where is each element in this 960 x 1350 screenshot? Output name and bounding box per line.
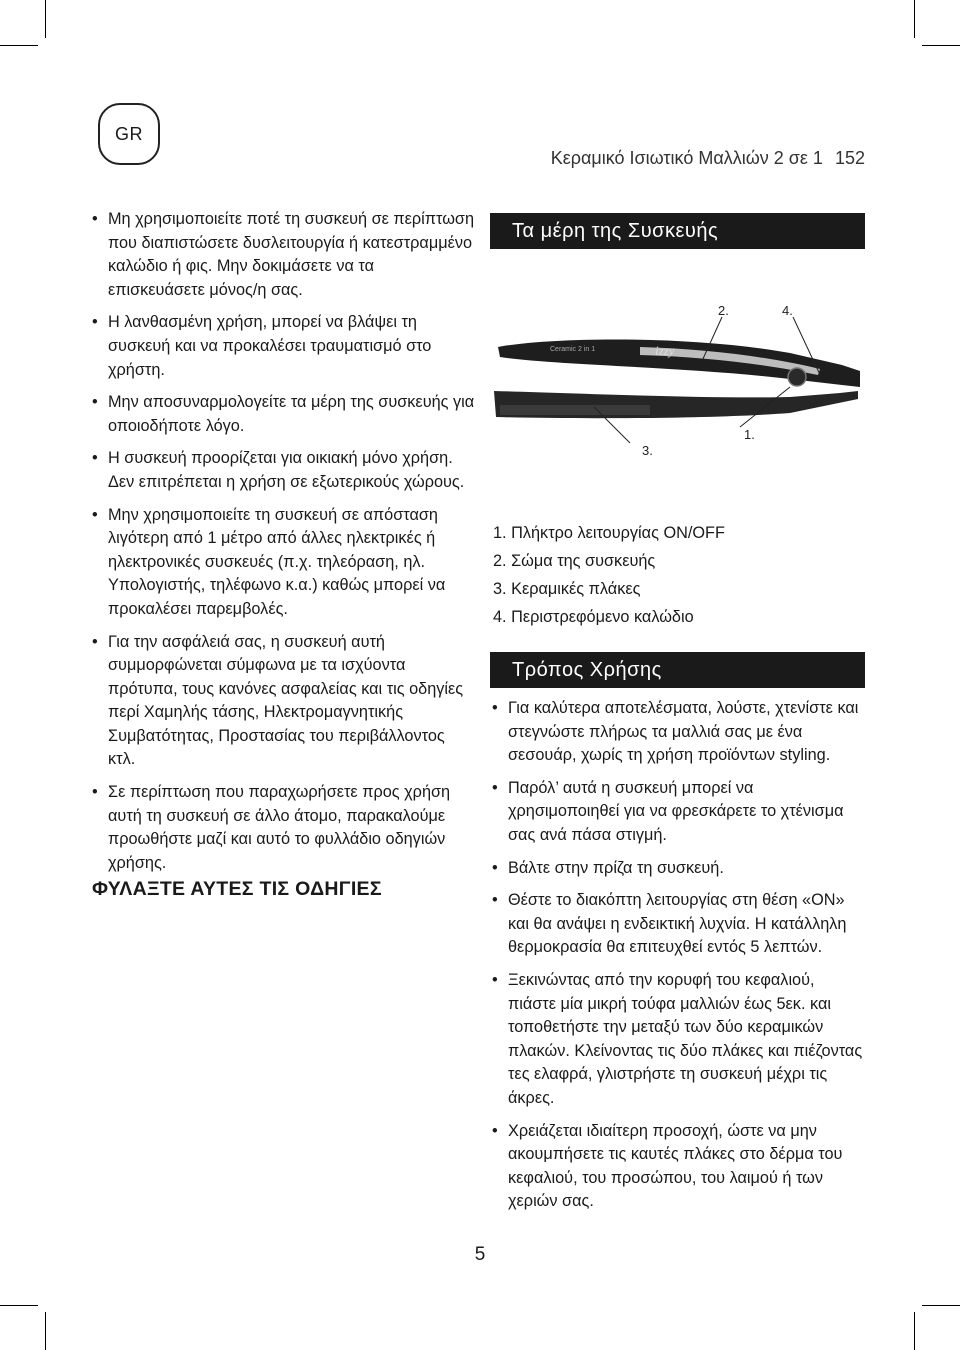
list-item: • Ξεκινώντας από την κορυφή του κεφαλιού, πιάστε μία μικρή τούφα μαλλιών έως 5εκ. και τοποθετήστε την μεταξύ των δύο κεραμικών πλακών. Κλείνοντας τις δύο πλάκες και πιέζοντας τες ελαφρά, γλιστρήστε τη συσκευή μέχρι τις άκρες. <box>490 969 865 1111</box>
list-item: • Για την ασφάλειά σας, η συσκευή αυτή συμμορφώνεται σύμφωνα με τα ισχύοντα πρότυπα, τους κανόνες ασφαλείας και τις οδηγίες περί Χαμηλής τάσης, Ηλεκτρομαγνητικής Συμβατότητας, Προστασίας του περιβάλλοντος κτλ. <box>90 631 475 773</box>
device-print: Ceramic 2 in 1 <box>550 346 596 353</box>
crop-mark <box>45 1312 46 1350</box>
ceramic-plate <box>500 405 650 415</box>
crop-mark <box>0 1305 38 1306</box>
list-item: 3. Κεραμικές πλάκες <box>493 580 641 598</box>
list-item: • Παρόλ’ αυτά η συσκευή μπορεί να χρησιμοποιηθεί για να φρεσκάρετε το χτένισμα σας ανά πάσα στιγμή. <box>490 777 865 848</box>
list-item: • Η συσκευή προορίζεται για οικιακή μόνο χρήση. Δεν επιτρέπεται η χρήση σε εξωτερικούς χώρους. <box>90 447 475 494</box>
list-item: • Χρειάζεται ιδιαίτερη προσοχή, ώστε να μην ακουμπήσετε τις καυτές πλάκες στο δέρμα του κεφαλιού, του προσώπου, του λαιμού ή των χεριών σας. <box>490 1120 865 1214</box>
keep-instructions-heading: ΦΥΛΑΞΤΕ ΑΥΤΕΣ ΤΙΣ ΟΔΗΓΙΕΣ <box>92 878 382 900</box>
list-item: • Η λανθασμένη χρήση, μπορεί να βλάψει τη συσκευή και να προκαλέσει τραυματισμό στο χρήστη. <box>90 311 475 382</box>
crop-mark <box>922 1305 960 1306</box>
language-badge-label: GR <box>115 123 143 144</box>
callout-3: 3. <box>642 443 653 458</box>
list-item: • Για καλύτερα αποτελέσματα, λούστε, χτενίστε και στεγνώστε πλήρως τα μαλλιά σας με ένα σεσουάρ, χωρίς τη χρήση προϊόντων styling. <box>490 697 865 768</box>
language-badge <box>98 103 160 165</box>
safety-column <box>90 208 475 884</box>
crop-mark <box>914 0 915 38</box>
usage-column <box>490 697 865 1223</box>
crop-mark <box>914 1312 915 1350</box>
safety-list <box>90 208 475 875</box>
straightener-figure <box>490 295 865 465</box>
list-item: • Σε περίπτωση που παραχωρήσετε προς χρήση αυτή τη συσκευή σε άλλο άτομο, παρακαλούμε προωθήστε μαζί και αυτό το φυλλάδιο οδηγιών χρήσης. <box>90 781 475 875</box>
list-item: • Μην αποσυναρμολογείτε τα μέρη της συσκευής για οποιοδήποτε λόγο. <box>90 391 475 438</box>
parts-heading: Τα μέρη της Συσκευής <box>490 213 865 249</box>
callout-1: 1. <box>744 427 755 442</box>
page-header <box>480 148 865 169</box>
list-item: • Μη χρησιμοποιείτε ποτέ τη συσκευή σε περίπτωση που διαπιστώσετε δυσλειτουργία ή κατεστραμμένο καλώδιο ή φις. Μην δοκιμάσετε να τα επισκευάσετε μόνος/η σας. <box>90 208 475 302</box>
hinge-icon <box>788 368 806 386</box>
page-number: 5 <box>474 1244 486 1265</box>
usage-list <box>490 697 865 1214</box>
crop-mark <box>0 45 38 46</box>
list-item: • Μην χρησιμοποιείτε τη συσκευή σε απόσταση λιγότερη από 1 μέτρο από άλλες ηλεκτρικές ή ηλεκτρονικές συσκευές (π.χ. τηλεόραση, ηλ. Υπολογιστής, τηλέφωνο κ.α.) καθώς μπορεί να προκαλέσει παρεμβολές. <box>90 504 475 622</box>
list-item: 4. Περιστρεφόμενο καλώδιο <box>493 608 694 626</box>
list-item: 1. Πλήκτρο λειτουργίας ON/OFF <box>493 524 725 542</box>
product-title: Κεραμικό Ισιωτικό Μαλλιών 2 σε 1 <box>550 148 823 168</box>
crop-mark <box>45 0 46 38</box>
parts-list <box>493 519 725 631</box>
list-item: 2. Σώμα της συσκευής <box>493 552 656 570</box>
device-brand: izzy <box>655 343 675 358</box>
callout-2: 2. <box>718 303 729 318</box>
callout-4: 4. <box>782 303 793 318</box>
usage-heading: Τρόπος Χρήσης <box>490 652 865 688</box>
crop-mark <box>922 45 960 46</box>
product-code: 152 <box>834 148 865 168</box>
list-item: • Θέστε το διακόπτη λειτουργίας στη θέση «ON» και θα ανάψει η ενδεικτική λυχνία. Η κατάλληλη θερμοκρασία θα επιτευχθεί εντός 5 λεπτών. <box>490 889 865 960</box>
list-item: • Βάλτε στην πρίζα τη συσκευή. <box>490 857 865 881</box>
